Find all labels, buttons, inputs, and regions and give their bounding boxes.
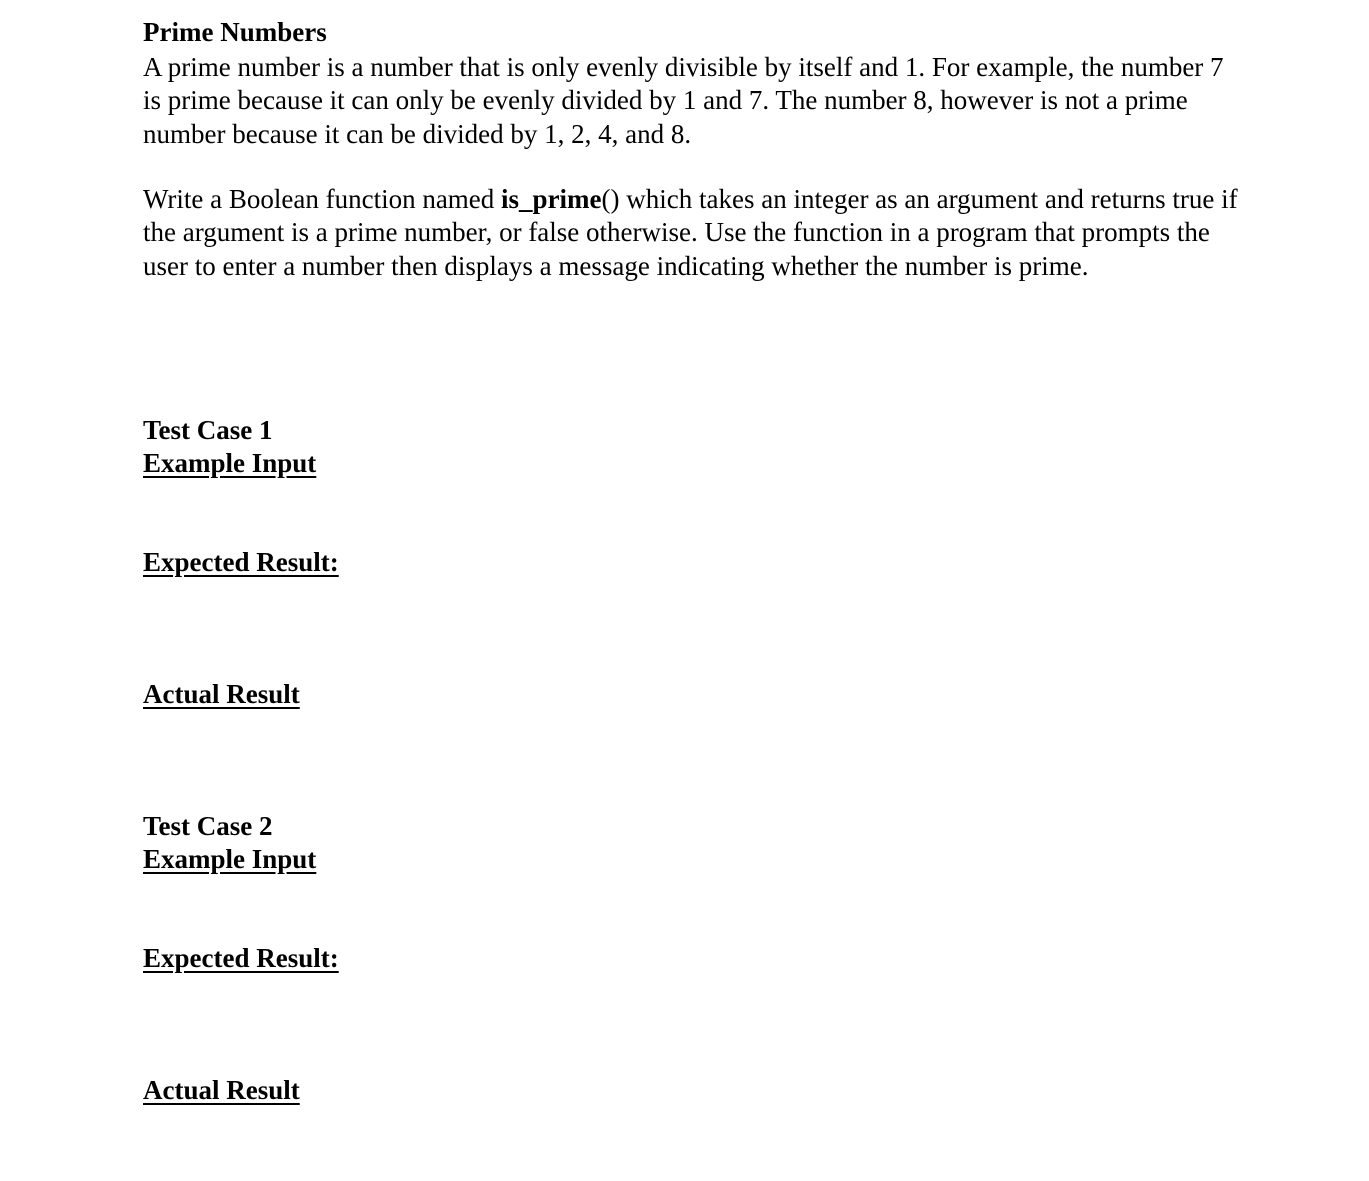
test-case-2-example-input-label: Example Input (143, 844, 317, 874)
test-case-1-actual-result-label: Actual Result (143, 679, 300, 709)
intro-paragraph: A prime number is a number that is only evenly divisible by itself and 1. For example, the number 7 is prime because it can only be evenly divided by 1 and 7. The number 8, however is not a prime number because it can be divided by 1, 2, 4, and 8. (143, 52, 1224, 149)
task-text-before: Write a Boolean function named (143, 184, 502, 214)
test-case-1-example-input-label: Example Input (143, 448, 317, 478)
task-text-after: () which takes an integer as an argument and returns true if the argument is a prime number, or false otherwise. Use the function in a program that prompts the user to enter a number then displays a message indicating whether the number is prime. (143, 184, 1238, 281)
test-case-1-heading: Test Case 1 (143, 415, 273, 445)
function-name: is_prime (501, 184, 602, 214)
document-title: Prime Numbers (143, 17, 327, 47)
test-case-2-expected-result-label: Expected Result: (143, 943, 339, 973)
task-paragraph (143, 183, 1243, 283)
test-case-1-expected-result-label: Expected Result: (143, 547, 339, 577)
test-case-2-heading: Test Case 2 (143, 811, 273, 841)
test-case-2-actual-result-label: Actual Result (143, 1075, 300, 1105)
